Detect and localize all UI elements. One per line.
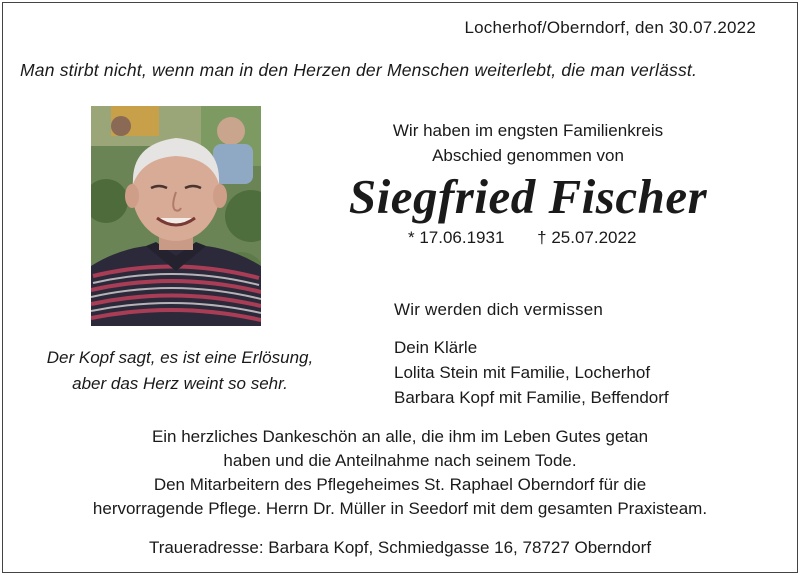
mourners-list [394,335,669,410]
death-date: † 25.07.2022 [537,228,637,247]
place-date: Locherhof/Oberndorf, den 30.07.2022 [464,18,756,37]
mourner-item: Lolita Stein mit Familie, Locherhof [394,363,651,382]
mourning-address: Traueradresse: Barbara Kopf, Schmiedgasse 16, 78727 Oberndorf [148,538,652,557]
birth-date: * 17.06.1931 [408,228,505,247]
thanks-line: Den Mitarbeitern des Pflegeheimes St. Raphael Oberndorf für die [153,475,647,494]
mourner-item: Dein Klärle [394,338,478,357]
deceased-name: Siegfried Fischer [348,169,708,224]
intro-line-1: Wir haben im engsten Familienkreis [392,121,664,140]
verse [20,345,340,397]
portrait-photo [91,106,261,326]
motto: Man stirbt nicht, wenn man in den Herzen der Menschen weiterlebt, die man verlässt. [20,60,698,80]
thanks-line: hervorragende Pflege. Herrn Dr. Müller in Seedorf mit dem gesamten Praxisteam. [92,499,708,518]
thanks-text [20,425,780,521]
mourner-item: Barbara Kopf mit Familie, Beffendorf [394,388,669,407]
verse-line-1: Der Kopf sagt, es ist eine Erlösung, [46,348,314,367]
intro-line-2: Abschied genommen von [432,146,624,165]
life-dates [408,228,636,248]
intro-text [300,118,756,168]
miss-text: Wir werden dich vermissen [394,300,604,319]
thanks-line: Ein herzliches Dankeschön an alle, die ihm im Leben Gutes getan [151,427,649,446]
thanks-line: haben und die Anteilnahme nach seinem Tode. [223,451,577,470]
verse-line-2: aber das Herz weint so sehr. [72,374,288,393]
